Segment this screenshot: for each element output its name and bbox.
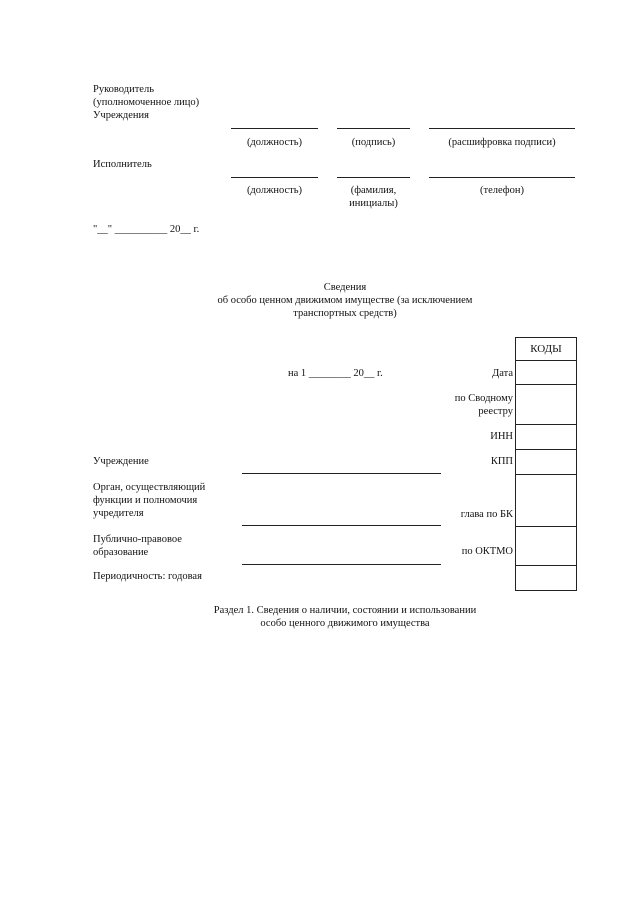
executor-caption-name-line2: инициалы) [349, 198, 398, 209]
code-label-inn: ИНН [490, 431, 513, 442]
section-heading-line1: Раздел 1. Сведения о наличии, состоянии и использовании [213, 605, 477, 616]
field-institution-label: Учреждение [93, 456, 149, 467]
field-founder-line3: учредителя [93, 508, 144, 519]
code-label-date: Дата [492, 368, 513, 379]
code-cell-bk [516, 475, 577, 527]
code-cell-date [516, 361, 577, 385]
executor-phone-line [429, 177, 575, 178]
field-founder-line2: функции и полномочия [93, 495, 198, 506]
head-label-line2: (уполномоченное лицо) [93, 97, 200, 108]
code-label-registry-line1: по Сводному [454, 393, 513, 404]
head-label-line1: Руководитель [93, 84, 154, 95]
field-institution-line [242, 473, 441, 474]
codes-header: КОДЫ [516, 338, 577, 361]
section-heading-line2: особо ценного движимого имущества [260, 618, 430, 629]
executor-caption-name-line1: (фамилия, [350, 185, 397, 196]
field-founder-line [242, 525, 441, 526]
code-label-oktmo: по ОКТМО [461, 546, 513, 557]
codes-table [515, 337, 577, 591]
code-label-kpp: КПП [490, 456, 513, 467]
field-municipality-line [242, 564, 441, 565]
head-label-line3: Учреждения [93, 110, 149, 121]
title-line2: об особо ценном движимом имуществе (за исключением [217, 295, 473, 306]
report-date: на 1 ________ 20__ г. [288, 368, 383, 379]
executor-label: Исполнитель [93, 159, 152, 170]
code-label-registry-line2: реестру [478, 406, 513, 417]
code-cell-inn [516, 425, 577, 450]
field-municipality-line1: Публично-правовое [93, 534, 182, 545]
code-cell-oktmo [516, 527, 577, 566]
code-cell-kpp [516, 450, 577, 475]
executor-name-line [337, 177, 410, 178]
head-name-line [429, 128, 575, 129]
code-label-bk: глава по БК [460, 509, 513, 520]
executor-caption-position: (должность) [246, 185, 303, 196]
title-line1: Сведения [323, 282, 367, 293]
signature-date: "__" __________ 20__ г. [93, 224, 200, 235]
executor-caption-phone: (телефон) [480, 185, 524, 196]
field-founder-line1: Орган, осуществляющий [93, 482, 206, 493]
head-caption-name: (расшифровка подписи) [448, 137, 556, 148]
field-municipality-line2: образование [93, 547, 149, 558]
head-caption-position: (должность) [246, 137, 303, 148]
head-position-line [231, 128, 318, 129]
code-cell-periodicity [516, 566, 577, 591]
field-periodicity: Периодичность: годовая [93, 571, 202, 582]
head-caption-signature: (подпись) [351, 137, 396, 148]
code-cell-registry [516, 385, 577, 425]
title-line3: транспортных средств) [293, 308, 397, 319]
executor-position-line [231, 177, 318, 178]
head-signature-line [337, 128, 410, 129]
